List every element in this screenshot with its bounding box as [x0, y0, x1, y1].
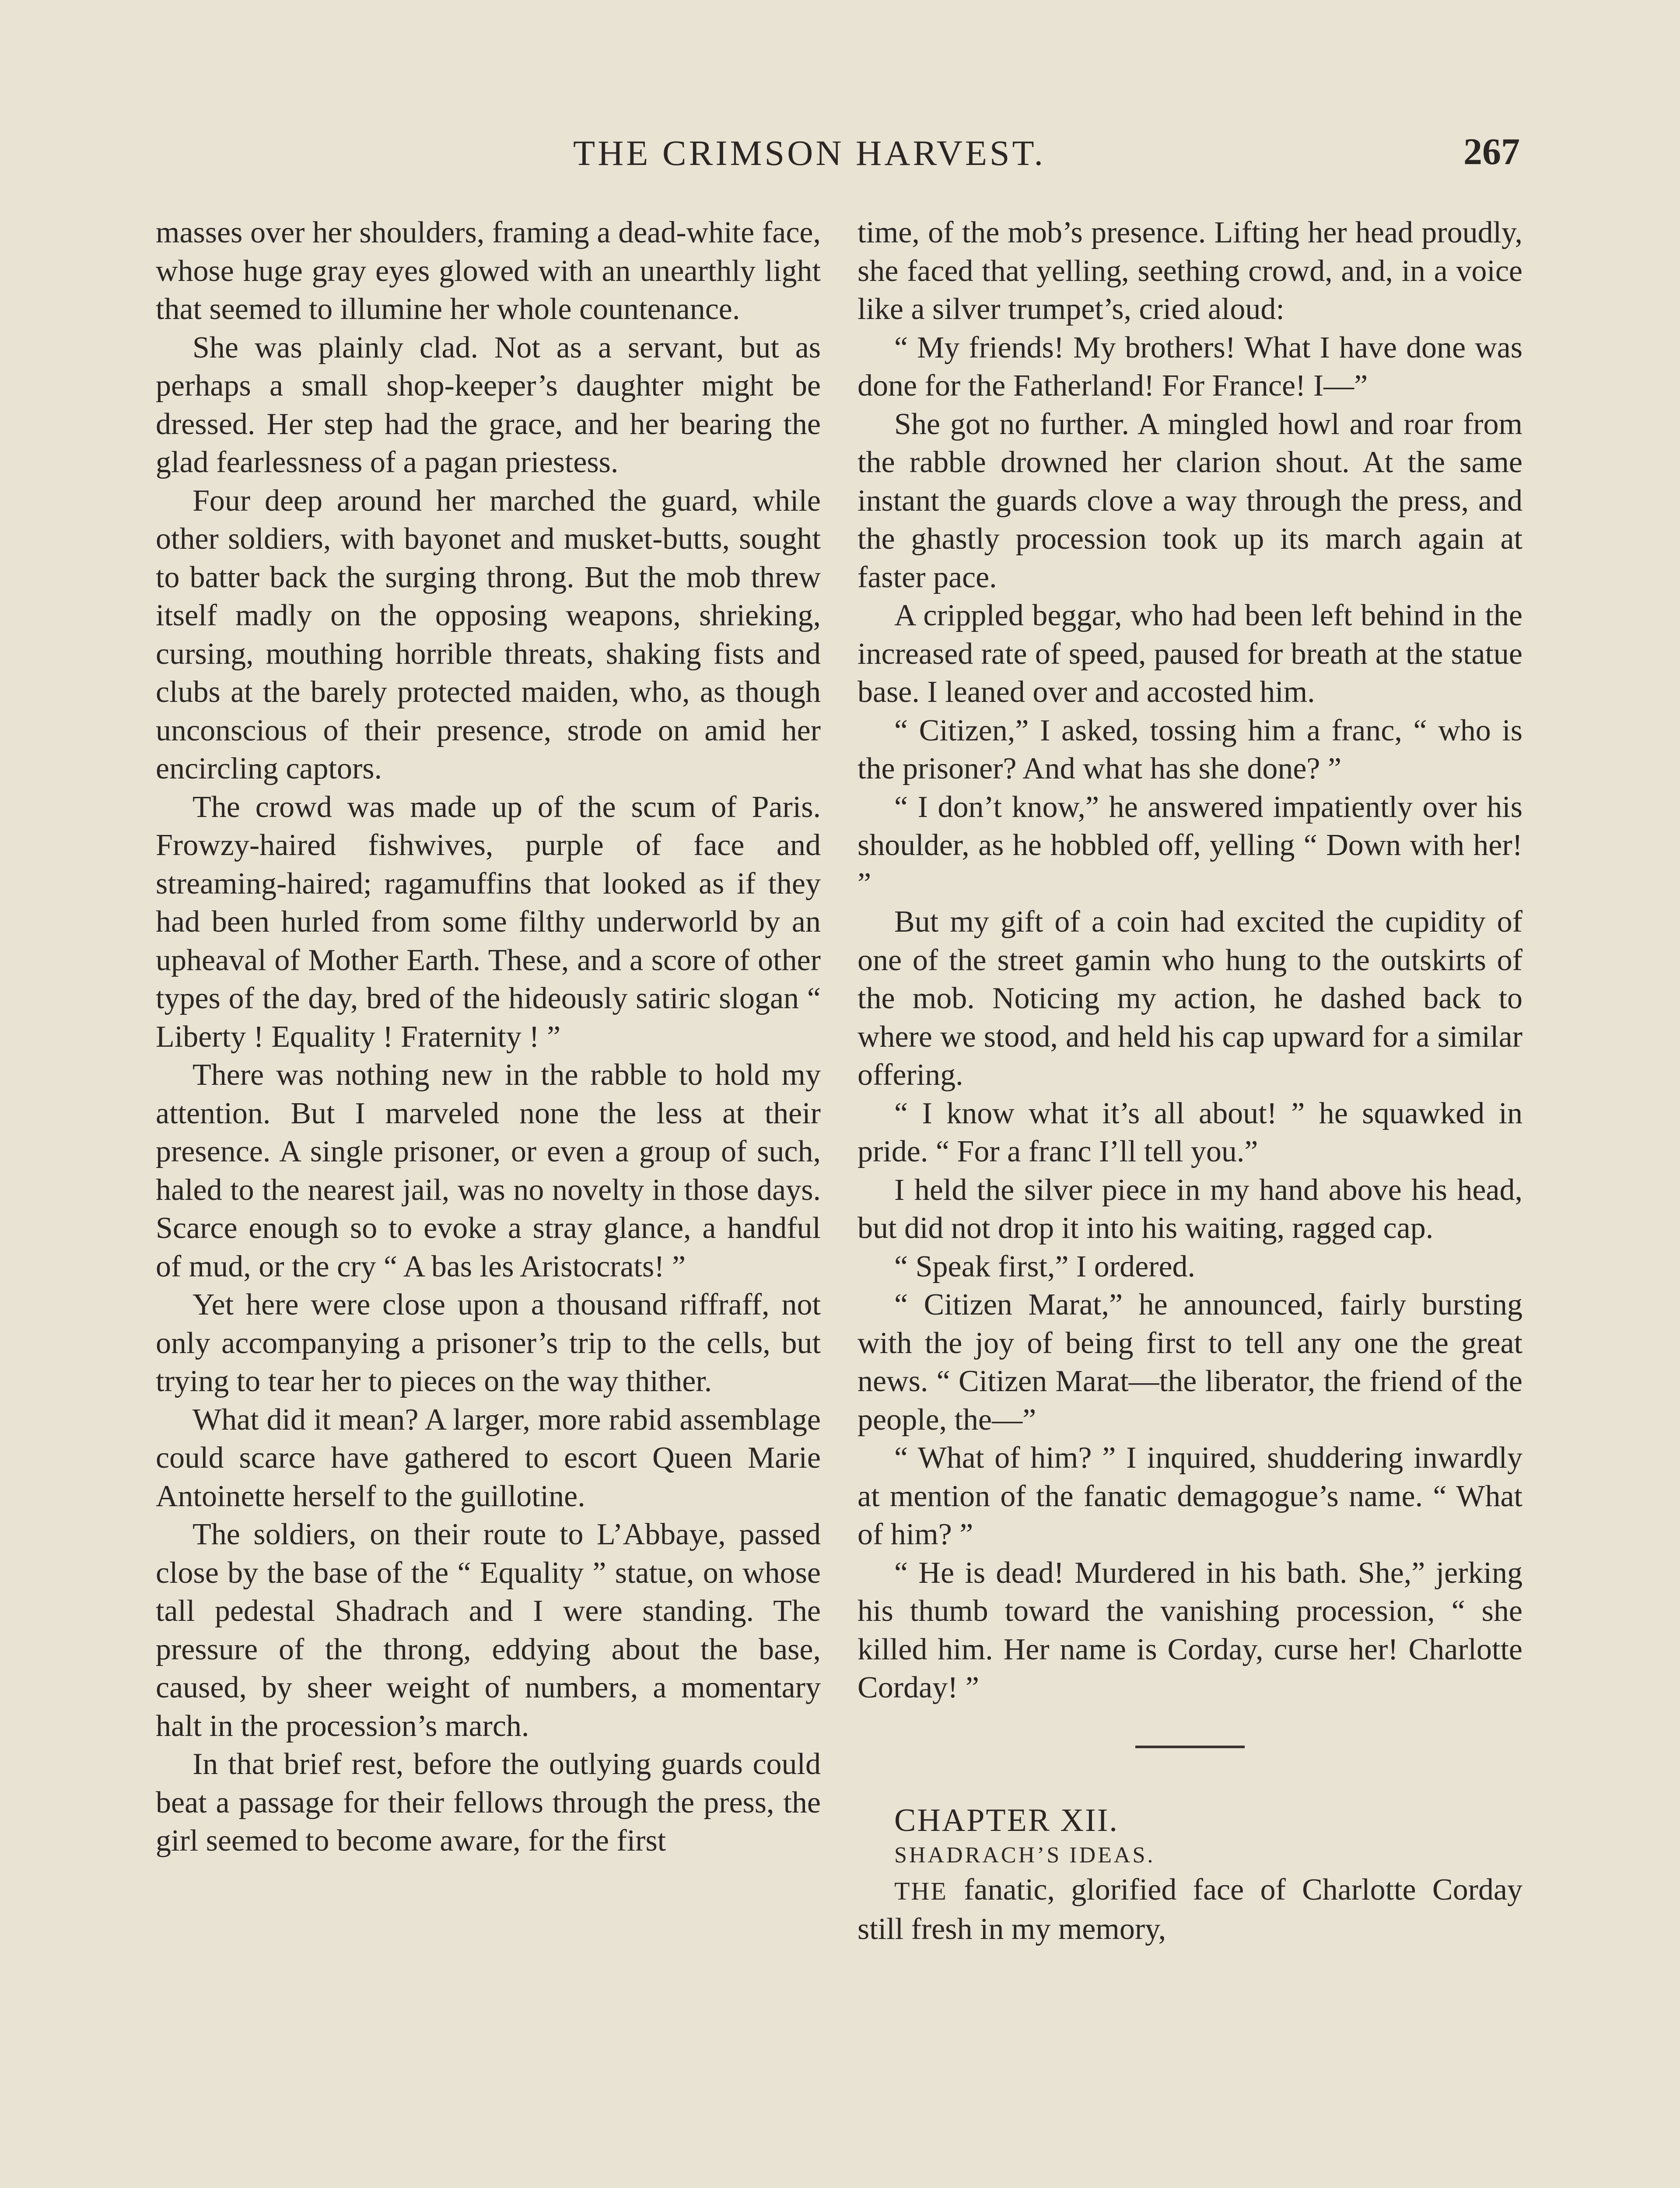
paragraph: In that brief rest, before the outlying guards could beat a passage for their fellows through the press, the girl seemed to become aware, for the first — [156, 1747, 821, 1858]
paragraph: She got no further. A mingled howl and roar from the rabble drowned her clarion shout. At the same instant the guards clove a way through the press, and the ghastly procession took up its march again at faster pace. — [858, 407, 1522, 594]
running-head: THE CRIMSON HARVEST. — [573, 133, 1046, 173]
paragraph: But my gift of a coin had excited the cupidity of one of the street gamin who hung to the outskirts of the mob. Noticing my action, he dashed back to where we stood, and held his cap upward for a similar offering. — [858, 905, 1522, 1092]
chapter-opening-paragraph — [858, 1871, 1522, 1949]
small-caps-lead: THE — [894, 1876, 948, 1905]
paragraph: The soldiers, on their route to L’Abbaye, passed close by the base of the “ Equality ” statue, on whose tall pedestal Shadrach and I were standing. The pressure of the throng, eddying about the base, caused, by sheer weight of numbers, a momentary halt in the procession’s march. — [156, 1518, 821, 1743]
paragraph: “ My friends! My brothers! What I have done was done for the Fatherland! For France! I—” — [858, 330, 1522, 403]
chapter-subtitle: SHADRACH’S IDEAS. — [894, 1842, 1155, 1868]
paragraph: “ Speak first,” I ordered. — [894, 1249, 1196, 1283]
paragraph: “ Citizen Marat,” he announced, fairly bursting with the joy of being first to tell any one the great news. “ Citizen Marat—the liberator, the friend of the people, the—” — [858, 1288, 1522, 1437]
paragraph: “ He is dead! Murdered in his bath. She,” jerking his thumb toward the vanishing procession, “ she killed him. Her name is Corday, curse her! Charlotte Corday! ” — [858, 1556, 1522, 1704]
paragraph: A crippled beggar, who had been left behind in the increased rate of speed, paused for breath at the statue base. I leaned over and accosted him. — [858, 599, 1522, 709]
paragraph: What did it mean? A larger, more rabid assemblage could scarce have gathered to escort Queen Marie Antoinette herself to the guillotine. — [156, 1403, 821, 1513]
right-column — [858, 214, 1522, 1949]
paragraph: Yet here were close upon a thousand riffraff, not only accompanying a prisoner’s trip to the cells, but trying to tear her to pieces on the way thither. — [156, 1288, 821, 1398]
paragraph: “ Citizen,” I asked, tossing him a franc, “ who is the prisoner? And what has she done? ” — [858, 713, 1522, 785]
chapter-title: CHAPTER XII. — [894, 1802, 1119, 1838]
paragraph: “ I don’t know,” he answered impatiently over his shoulder, as he hobbled off, yelling “ Down with her! ” — [858, 790, 1522, 901]
paragraph: “ I know what it’s all about! ” he squawked in pride. “ For a franc I’ll tell you.” — [858, 1096, 1522, 1168]
paragraph: Four deep around her marched the guard, while other soldiers, with bayonet and musket-butts, sought to batter back the surging throng. But the mob threw itself madly on the opposing weapons, shrieking, cursing, mouthing horrible threats, shaking fists and clubs at the barely protected maiden, who, as though unconscious of their presence, strode on amid her encircling captors. — [156, 484, 821, 785]
paragraph: “ What of him? ” I inquired, shuddering inwardly at mention of the fanatic demagogue’s name. “ What of him? ” — [858, 1441, 1522, 1551]
paragraph: She was plainly clad. Not as a servant, but as perhaps a small shop-keeper’s daughter might be dressed. Her step had the grace, and her bearing the glad fearlessness of a pagan priestess. — [156, 330, 821, 479]
left-column — [156, 214, 821, 1860]
paragraph: The crowd was made up of the scum of Paris. Frowzy-haired fishwives, purple of face and streaming-haired; ragamuffins that looked as if they had been hurled from some filthy underworld by an upheaval of Mother Earth. These, and a score of other types of the day, bred of the hideously satiric slogan “ Liberty ! Equality ! Fraternity ! ” — [156, 790, 821, 1054]
paragraph: There was nothing new in the rabble to hold my attention. But I marveled none the less at their presence. A single prisoner, or even a group of such, haled to the nearest jail, was no novelty in those days. Scarce enough so to evoke a stray glance, a handful of mud, or the cry “ A bas les Aristocrats! ” — [156, 1058, 821, 1283]
paragraph: masses over her shoulders, framing a dead-white face, whose huge gray eyes glowed with an unearthly light that seemed to illumine her whole countenance. — [156, 216, 821, 326]
chapter-divider — [1135, 1746, 1245, 1748]
page-number: 267 — [1463, 130, 1520, 172]
paragraph: I held the silver piece in my hand above his head, but did not drop it into his waiting, ragged cap. — [858, 1173, 1522, 1245]
paragraph: time, of the mob’s presence. Lifting her head proudly, she faced that yelling, seething crowd, and, in a voice like a silver trumpet’s, cried aloud: — [858, 216, 1522, 326]
opening-text: fanatic, glorified face of Charlotte Corday still fresh in my memory, — [858, 1872, 1522, 1946]
